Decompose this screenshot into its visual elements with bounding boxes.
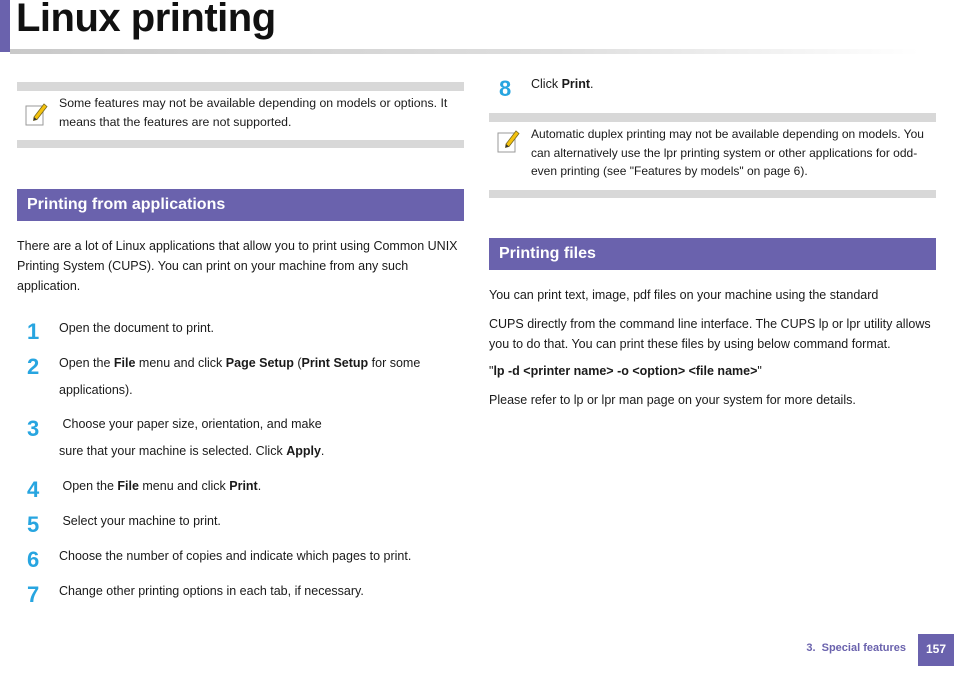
step-2-page-setup: Page Setup bbox=[225, 356, 294, 370]
intro-line-3: application. bbox=[17, 279, 81, 293]
step-number-5: 5 bbox=[27, 512, 40, 537]
step-8-text-b: . bbox=[590, 77, 594, 91]
section-heading-files: Printing files bbox=[489, 238, 936, 270]
step-3-text-b: sure that your machine is selected. Click bbox=[59, 444, 287, 458]
intro-line-2: Printing System (CUPS). You can print on your machine from any such bbox=[17, 259, 409, 273]
note-line-3: even printing (see "Features by models" on page 6). bbox=[531, 164, 808, 178]
step-2-text-a: Open the bbox=[59, 356, 114, 370]
step-1-text: Open the document to print. bbox=[59, 321, 214, 335]
step-4-text-c: . bbox=[257, 479, 262, 493]
step-7-text: Change other printing options in each tab, if necessary. bbox=[59, 584, 364, 598]
files-paragraph-3: Please refer to lp or lpr man page on your system for more details. bbox=[489, 393, 856, 407]
step-4-print: Print bbox=[229, 479, 258, 493]
step-4-text-a: Open the bbox=[59, 479, 118, 493]
files-paragraph-2-line-1: CUPS directly from the command line interface. The CUPS lp or lpr utility allows bbox=[489, 317, 931, 331]
note-line-1: Automatic duplex printing may not be available depending on models. You bbox=[531, 127, 924, 141]
step-text-6 bbox=[59, 543, 411, 569]
step-text-1 bbox=[59, 315, 214, 341]
step-text-4 bbox=[59, 473, 261, 499]
command-open-quote: " bbox=[489, 364, 494, 378]
title-underline bbox=[10, 49, 920, 54]
note-text bbox=[531, 125, 935, 181]
pencil-note-icon bbox=[25, 101, 49, 127]
note-line-1: Some features may not be available depending on models or options. It bbox=[59, 96, 448, 110]
step-text-5 bbox=[59, 508, 221, 534]
step-3-text: Choose your paper size, orientation, and make bbox=[59, 417, 322, 431]
pencil-note-icon bbox=[497, 128, 521, 154]
files-paragraph-2 bbox=[489, 314, 939, 354]
command-text: lp -d <printer name> -o <option> <file name> bbox=[493, 364, 758, 378]
step-text-8 bbox=[531, 71, 594, 97]
step-number-8: 8 bbox=[499, 76, 512, 101]
step-number-3: 3 bbox=[27, 416, 40, 441]
step-4-text-b: menu and click bbox=[138, 479, 230, 493]
step-number-4: 4 bbox=[27, 477, 40, 502]
step-2-text-c: ( bbox=[293, 356, 302, 370]
command-format bbox=[489, 361, 939, 381]
intro-paragraph bbox=[17, 236, 467, 296]
note-box-features bbox=[17, 82, 464, 148]
step-2-print-setup: Print Setup bbox=[301, 356, 369, 370]
files-paragraph-2-line-2: you to do that. You can print these files by using below command format. bbox=[489, 337, 891, 351]
step-text-2 bbox=[59, 350, 420, 376]
note-line-2: can alternatively use the lpr printing system or other applications for odd- bbox=[531, 145, 918, 160]
step-2-text-b: menu and click bbox=[135, 356, 226, 370]
note-text bbox=[59, 94, 459, 131]
step-number-6: 6 bbox=[27, 547, 40, 572]
files-paragraph-1: You can print text, image, pdf files on your machine using the standard bbox=[489, 288, 879, 302]
step-text-2-line2: applications). bbox=[59, 383, 133, 397]
step-2-text-d: for some bbox=[368, 356, 421, 370]
step-8-text-a: Click bbox=[531, 77, 562, 91]
intro-line-1: There are a lot of Linux applications that allow you to print using Common UNIX bbox=[17, 239, 458, 253]
step-text-7 bbox=[59, 578, 364, 604]
section-heading-applications: Printing from applications bbox=[17, 189, 464, 221]
page-number: 157 bbox=[918, 634, 954, 666]
note-line-2: means that the features are not supported. bbox=[59, 114, 292, 129]
step-number-7: 7 bbox=[27, 582, 40, 607]
step-5-text: Select your machine to print. bbox=[59, 514, 221, 528]
step-6-text: Choose the number of copies and indicate which pages to print. bbox=[59, 549, 412, 563]
step-3-apply: Apply bbox=[286, 444, 321, 458]
step-2-file-menu: File bbox=[113, 356, 136, 370]
page-title: Linux printing bbox=[16, 0, 276, 40]
step-8-print: Print bbox=[561, 77, 591, 91]
note-box-duplex bbox=[489, 113, 936, 198]
step-number-1: 1 bbox=[27, 319, 40, 344]
step-text-3 bbox=[59, 411, 322, 437]
step-3-text-c: . bbox=[320, 444, 325, 458]
step-text-3-line2 bbox=[59, 438, 324, 464]
footer-section-label: 3. Special features bbox=[806, 642, 906, 654]
title-accent-bar bbox=[0, 0, 10, 52]
command-close-quote: " bbox=[757, 364, 762, 378]
step-number-2: 2 bbox=[27, 354, 40, 379]
step-4-file-menu: File bbox=[117, 479, 139, 493]
